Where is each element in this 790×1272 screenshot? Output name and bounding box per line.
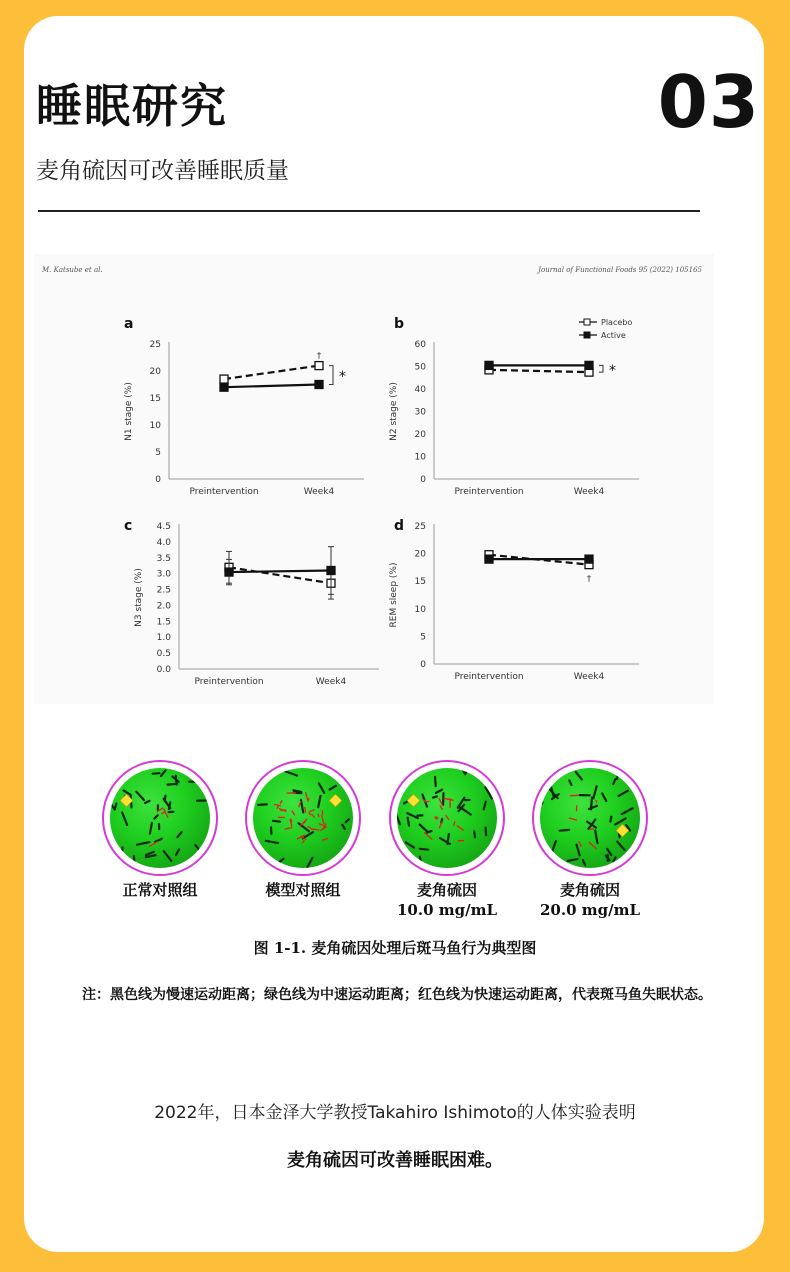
data-point-active	[585, 555, 593, 563]
significance-bracket	[599, 365, 603, 372]
dish-label	[520, 880, 660, 920]
data-point-active	[585, 361, 593, 369]
y-tick-label: 30	[414, 407, 426, 418]
zebrafish-dish	[532, 760, 648, 876]
legend-label: Active	[601, 331, 626, 340]
y-axis-label: N3 stage (%)	[134, 568, 144, 627]
y-tick-label: 4.0	[156, 537, 171, 548]
panel-letter: d	[394, 518, 405, 534]
dish-track-area	[253, 768, 353, 868]
y-tick-label: 50	[414, 362, 426, 373]
sleep-chart-figure	[34, 254, 714, 704]
dish-label-group: 模型对照组	[265, 881, 341, 899]
data-point-active	[220, 383, 228, 391]
y-tick-label: 25	[414, 522, 426, 532]
y-tick-label: 1.5	[156, 617, 171, 628]
y-axis-label: N2 stage (%)	[389, 382, 399, 441]
data-point-active	[327, 566, 335, 574]
dish-track-area	[397, 768, 497, 868]
series-line-placebo	[224, 366, 319, 380]
y-tick-label: 4.5	[156, 522, 171, 532]
series-line-active	[224, 385, 319, 388]
y-tick-label: 0.5	[156, 649, 171, 660]
y-tick-label: 20	[414, 549, 426, 560]
y-axis-label: REM sleep (%)	[389, 562, 399, 628]
figure-caption: 图 1-1. 麦角硫因处理后斑马鱼行为典型图	[253, 939, 537, 957]
figure-note: 注：黑色线为慢速运动距离；绿色线为中速运动距离；红色线为快速运动距离，代表斑马鱼失眠状态。	[82, 987, 712, 1003]
figure-journal: Journal of Functional Foods 95 (2022) 105165	[538, 266, 702, 274]
dish-label-group: 麦角硫因	[416, 881, 477, 899]
x-tick-label: Preintervention	[454, 672, 524, 682]
y-tick-label: 60	[414, 340, 426, 350]
y-tick-label: 0	[420, 660, 426, 670]
y-tick-label: 20	[414, 430, 426, 440]
panel-letter: a	[124, 316, 134, 332]
zebrafish-dish	[389, 760, 505, 876]
figure-author: M. Katsube et al.	[42, 266, 103, 274]
y-tick-label: 0	[155, 475, 161, 485]
dish-label-dose: 20.0 mg/mL	[539, 901, 640, 919]
x-tick-label: Week4	[315, 677, 347, 687]
zebrafish-dish	[245, 760, 361, 876]
significance-star: *	[609, 362, 616, 379]
dish-label-group: 正常对照组	[122, 881, 198, 899]
data-point-placebo	[220, 375, 228, 383]
dish-label	[90, 880, 230, 900]
y-tick-label: 15	[149, 394, 161, 404]
charts-svg	[34, 254, 714, 704]
body-highlight: 麦角硫因可改善睡眠困难。	[287, 1150, 503, 1171]
dish-track-area	[540, 768, 640, 868]
legend-marker	[584, 332, 590, 338]
zebrafish-dish	[102, 760, 218, 876]
dagger-mark: †	[316, 351, 322, 362]
panel-letter: b	[394, 316, 405, 332]
section-number: 03	[657, 60, 760, 144]
x-tick-label: Week4	[303, 487, 335, 497]
data-point-active	[485, 555, 493, 563]
page-subtitle: 麦角硫因可改善睡眠质量	[36, 158, 289, 184]
page-title: 睡眠研究	[36, 79, 228, 133]
significance-star: *	[339, 369, 346, 386]
x-tick-label: Preintervention	[189, 487, 259, 497]
divider	[38, 210, 700, 212]
series-line-placebo	[489, 370, 589, 372]
y-tick-label: 10	[149, 421, 161, 431]
data-point-placebo	[315, 362, 323, 370]
dish-label	[233, 880, 373, 900]
y-tick-label: 5	[420, 632, 426, 643]
y-tick-label: 15	[414, 577, 426, 588]
body-text: 2022年，日本金泽大学教授Takahiro Ishimoto的人体实验表明	[154, 1103, 636, 1123]
legend-marker	[584, 319, 590, 325]
y-tick-label: 20	[149, 367, 161, 377]
x-tick-label: Preintervention	[454, 487, 524, 497]
y-tick-label: 0.0	[156, 665, 171, 675]
dish-label-dose: 10.0 mg/mL	[396, 901, 497, 919]
y-tick-label: 3.0	[156, 569, 171, 580]
y-axis-label: N1 stage (%)	[124, 382, 134, 441]
y-tick-label: 1.0	[156, 633, 171, 644]
dagger-mark: †	[586, 574, 592, 585]
legend-label: Placebo	[601, 318, 633, 327]
y-tick-label: 3.5	[156, 553, 171, 564]
y-tick-label: 2.5	[156, 585, 171, 596]
dish-label	[377, 880, 517, 920]
x-tick-label: Week4	[573, 487, 605, 497]
y-tick-label: 10	[414, 604, 426, 615]
y-tick-label: 40	[414, 385, 426, 395]
y-tick-label: 0	[420, 475, 426, 485]
y-tick-label: 25	[149, 340, 161, 350]
dish-label-group: 麦角硫因	[559, 881, 620, 899]
data-point-active	[225, 568, 233, 576]
y-tick-label: 2.0	[156, 601, 171, 612]
data-point-active	[315, 381, 323, 389]
significance-bracket	[329, 366, 333, 385]
y-tick-label: 10	[414, 452, 426, 463]
x-tick-label: Preintervention	[194, 677, 264, 687]
dish-track-area	[110, 768, 210, 868]
y-tick-label: 5	[155, 448, 161, 458]
x-tick-label: Week4	[573, 672, 605, 682]
data-point-active	[485, 361, 493, 369]
panel-letter: c	[124, 518, 133, 534]
